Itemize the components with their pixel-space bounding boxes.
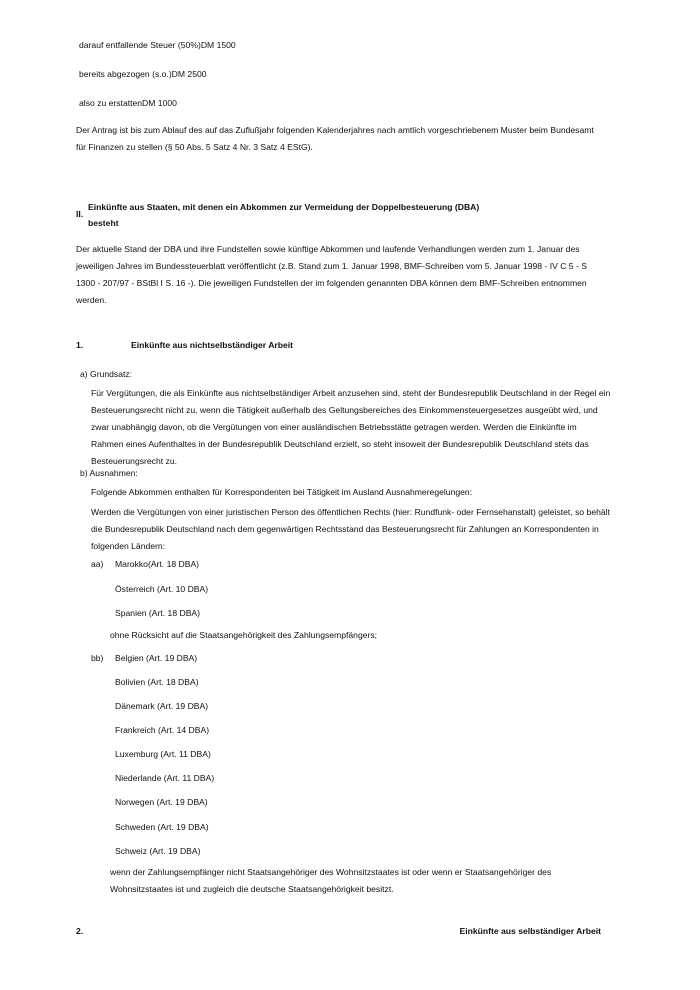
bb-country: Schweden (Art. 19 DBA) bbox=[115, 822, 209, 832]
subsection-number: 1. bbox=[76, 340, 84, 350]
bb-country: Bolivien (Art. 18 DBA) bbox=[115, 677, 199, 687]
aa-country-marokko: Marokko(Art. 18 DBA) bbox=[115, 559, 200, 569]
calc-line-refund: also zu erstattenDM 1000 bbox=[79, 98, 177, 108]
bb-note: wenn der Zahlungsempfänger nicht Staatsangehöriger des Wohnsitzstaates ist oder wenn er Staatsangehöriger des Wohnsitzstaates ist und zugleich die deutsche Staatsangehörigkeit besitzt. bbox=[110, 867, 552, 894]
aa-label: aa) bbox=[91, 559, 104, 569]
calc-line-tax: darauf entfallende Steuer (50%)DM 1500 bbox=[79, 40, 236, 50]
subsection-2-number: 2. bbox=[76, 926, 84, 936]
ausnahmen-text-2: Werden die Vergütungen von einer juristischen Person des öffentlichen Rechts (hier: Rundfunk- oder Fernsehanstalt) geleistet, so behält die Bundesrepublik Deutschland nach dem gegenwärtigen Rechtsstand das Besteuerungsrecht für Zahlungen an Korrespondenten in folgenden Ländern: bbox=[91, 507, 610, 551]
bb-country: Dänemark (Art. 19 DBA) bbox=[115, 701, 209, 711]
aa-country: Österreich (Art. 10 DBA) bbox=[115, 584, 209, 594]
calc-line-deducted: bereits abgezogen (s.o.)DM 2500 bbox=[79, 69, 207, 79]
subsection-2-title: Einkünfte aus selbständiger Arbeit bbox=[459, 926, 601, 936]
grundsatz-label: a) Grundsatz: bbox=[80, 369, 133, 379]
section-title-line1: Einkünfte aus Staaten, mit denen ein Abkommen zur Vermeidung der Doppelbesteuerung (DBA) bbox=[88, 202, 480, 212]
bb-label: bb) bbox=[91, 653, 104, 663]
aa-note: ohne Rücksicht auf die Staatsangehörigkeit des Zahlungsempfängers; bbox=[110, 630, 378, 640]
bb-country: Frankreich (Art. 14 DBA) bbox=[115, 725, 210, 735]
antrag-paragraph: Der Antrag ist bis zum Ablauf des auf das Zuflußjahr folgenden Kalenderjahres nach amtlich vorgeschriebenem Muster beim Bundesamt für Finanzen zu stellen (§ 50 Abs. 5 Satz 4 Nr. 3 Satz 4 EStG). bbox=[76, 125, 594, 152]
bb-country: Luxemburg (Art. 11 DBA) bbox=[115, 749, 211, 759]
ausnahmen-label: b) Ausnahmen: bbox=[80, 468, 138, 478]
aa-country: Spanien (Art. 18 DBA) bbox=[115, 608, 201, 618]
section-intro-paragraph: Der aktuelle Stand der DBA und ihre Fundstellen sowie künftige Abkommen und laufende Verhandlungen werden zum 1. Januar des jeweiligen Jahres im Bundessteuerblatt veröffentlicht (z.B. Stand zum 1. Januar 1998, BMF-Schreiben vom 5. Januar 1998 - IV C 5 - S 1300 - 207/97 - BStBl I S. 16 -). Die jeweiligen Fundstellen der im folgenden genannten DBA können dem BMF-Schreiben entnommen werden. bbox=[76, 244, 587, 305]
bb-country: Schweiz (Art. 19 DBA) bbox=[115, 846, 201, 856]
ausnahmen-text-1: Folgende Abkommen enthalten für Korrespondenten bei Tätigkeit im Ausland Ausnahmeregelungen: bbox=[91, 487, 473, 497]
bb-country-belgien: Belgien (Art. 19 DBA) bbox=[115, 653, 198, 663]
section-title-line2: besteht bbox=[88, 218, 119, 228]
section-number: II. bbox=[76, 209, 84, 219]
grundsatz-paragraph: Für Vergütungen, die als Einkünfte aus nichtselbständiger Arbeit anzusehen sind, steht der Bundesrepublik Deutschland in der Regel ein Besteuerungsrecht nicht zu, wenn die Tätigkeit außerhalb des Geltungsbereiches des Einkommensteuergesetzes ausgeübt wird, und zwar unabhängig davon, ob die Vergütungen von einer ausländischen Betriebsstätte getragen werden. Werden die Einkünfte im Rahmen eines Aufenthaltes in der Bundesrepublik Deutschland erzielt, so steht insoweit der Bundesrepublik Deutschland stets das Besteuerungsrecht zu. bbox=[91, 388, 611, 466]
subsection-title: Einkünfte aus nichtselbständiger Arbeit bbox=[131, 340, 294, 350]
bb-country: Norwegen (Art. 19 DBA) bbox=[115, 797, 208, 807]
bb-country: Niederlande (Art. 11 DBA) bbox=[115, 773, 215, 783]
